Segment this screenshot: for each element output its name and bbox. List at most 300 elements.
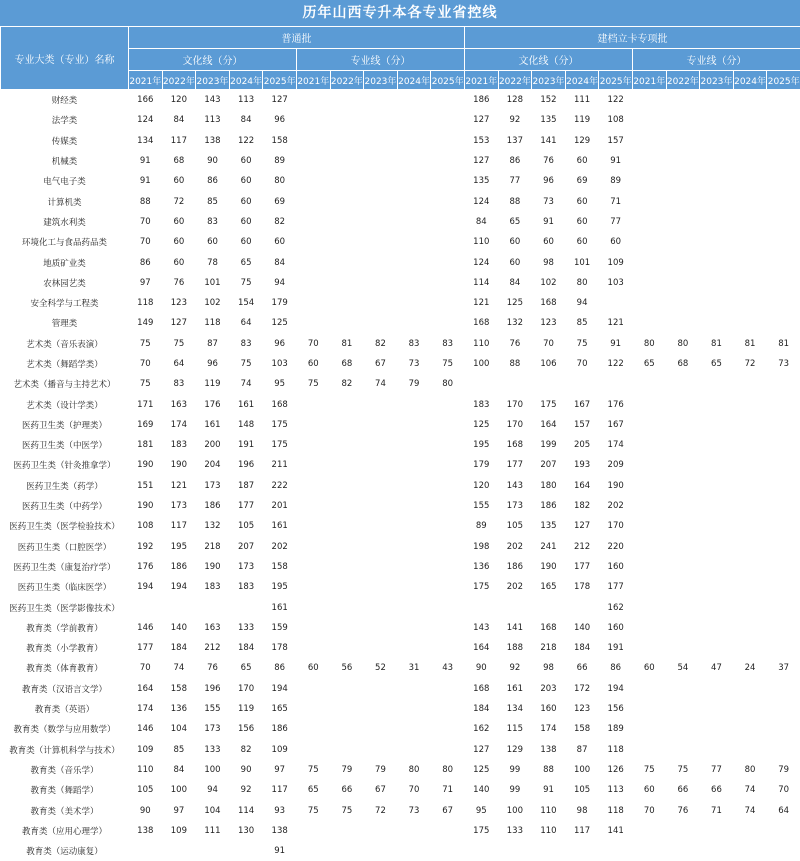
score-cell: 56 xyxy=(330,658,364,678)
score-cell: 175 xyxy=(263,435,297,455)
score-cell: 194 xyxy=(162,577,196,597)
score-cell: 140 xyxy=(465,780,499,800)
score-cell: 204 xyxy=(196,455,230,475)
score-cell xyxy=(364,151,398,171)
score-cell: 76 xyxy=(666,800,700,820)
score-cell xyxy=(666,597,700,617)
year-header: 2025年 xyxy=(767,71,800,90)
score-cell: 169 xyxy=(129,415,163,435)
score-cell xyxy=(632,699,666,719)
score-cell xyxy=(397,273,431,293)
score-cell xyxy=(296,455,330,475)
score-cell: 98 xyxy=(565,800,599,820)
score-cell: 60 xyxy=(162,252,196,272)
score-cell: 103 xyxy=(599,273,633,293)
score-cell: 60 xyxy=(162,212,196,232)
score-cell: 91 xyxy=(263,841,297,861)
table-row xyxy=(1,252,800,272)
score-cell: 141 xyxy=(498,618,532,638)
score-cell xyxy=(666,699,700,719)
score-cell xyxy=(666,131,700,151)
score-cell xyxy=(767,638,800,658)
score-cell: 183 xyxy=(465,394,499,414)
score-cell xyxy=(296,151,330,171)
score-cell xyxy=(330,821,364,841)
score-cell xyxy=(700,394,734,414)
score-cell xyxy=(330,191,364,211)
year-header: 2022年 xyxy=(498,71,532,90)
score-cell xyxy=(431,435,465,455)
year-header: 2021年 xyxy=(632,71,666,90)
score-cell: 70 xyxy=(129,658,163,678)
score-cell: 190 xyxy=(196,557,230,577)
table-body xyxy=(1,90,800,861)
major-name-cell: 医药卫生类（中药学） xyxy=(1,496,129,516)
score-cell xyxy=(364,293,398,313)
score-cell xyxy=(733,455,767,475)
score-cell xyxy=(733,171,767,191)
score-cell: 176 xyxy=(129,557,163,577)
score-cell xyxy=(330,679,364,699)
score-cell: 75 xyxy=(666,760,700,780)
score-cell xyxy=(330,557,364,577)
major-name-cell: 医药卫生类（医学检验技术） xyxy=(1,516,129,536)
score-cell xyxy=(330,212,364,232)
score-cell: 83 xyxy=(196,212,230,232)
subgroup-header: 文化线（分） xyxy=(465,49,633,71)
score-cell: 168 xyxy=(498,435,532,455)
score-cell xyxy=(767,110,800,130)
score-cell xyxy=(733,374,767,394)
score-cell: 135 xyxy=(465,171,499,191)
score-cell: 100 xyxy=(465,354,499,374)
score-cell xyxy=(767,476,800,496)
score-cell: 143 xyxy=(196,90,230,111)
score-cell: 164 xyxy=(532,415,566,435)
score-cell xyxy=(397,496,431,516)
score-cell: 43 xyxy=(431,658,465,678)
score-cell: 184 xyxy=(565,638,599,658)
score-cell xyxy=(330,638,364,658)
score-cell: 121 xyxy=(465,293,499,313)
score-cell xyxy=(330,293,364,313)
score-cell: 152 xyxy=(532,90,566,111)
score-cell: 164 xyxy=(129,679,163,699)
score-cell xyxy=(666,110,700,130)
score-cell xyxy=(666,537,700,557)
score-cell xyxy=(632,131,666,151)
score-cell: 89 xyxy=(263,151,297,171)
score-cell: 158 xyxy=(162,679,196,699)
table-row xyxy=(1,232,800,252)
score-cell: 184 xyxy=(229,638,263,658)
score-cell xyxy=(364,516,398,536)
score-cell xyxy=(632,537,666,557)
score-cell: 205 xyxy=(565,435,599,455)
score-cell xyxy=(632,171,666,191)
score-cell: 167 xyxy=(565,394,599,414)
score-cell xyxy=(296,679,330,699)
score-cell xyxy=(431,212,465,232)
year-header: 2023年 xyxy=(532,71,566,90)
score-cell: 60 xyxy=(229,212,263,232)
year-header: 2024年 xyxy=(565,71,599,90)
score-cell xyxy=(666,415,700,435)
score-cell xyxy=(700,638,734,658)
score-cell xyxy=(397,638,431,658)
score-cell: 76 xyxy=(196,658,230,678)
score-cell xyxy=(431,293,465,313)
score-cell: 60 xyxy=(632,658,666,678)
year-header: 2025年 xyxy=(263,71,297,90)
score-cell xyxy=(330,151,364,171)
score-cell xyxy=(465,597,499,617)
score-cell: 183 xyxy=(196,577,230,597)
score-cell: 156 xyxy=(599,699,633,719)
score-cell xyxy=(397,719,431,739)
major-name-cell: 计算机类 xyxy=(1,191,129,211)
score-cell: 75 xyxy=(229,273,263,293)
score-cell xyxy=(733,496,767,516)
score-cell xyxy=(330,90,364,111)
score-cell: 203 xyxy=(532,679,566,699)
score-cell xyxy=(700,293,734,313)
score-cell: 117 xyxy=(263,780,297,800)
major-name-cell: 教育类（英语） xyxy=(1,699,129,719)
group-header-regular: 普通批 xyxy=(129,27,465,49)
score-cell: 195 xyxy=(465,435,499,455)
score-cell xyxy=(632,394,666,414)
score-cell xyxy=(632,110,666,130)
table-row xyxy=(1,171,800,191)
major-name-cell: 医药卫生类（康复治疗学） xyxy=(1,557,129,577)
score-cell: 166 xyxy=(129,90,163,111)
score-cell: 109 xyxy=(263,740,297,760)
major-name-cell: 管理类 xyxy=(1,313,129,333)
score-cell: 65 xyxy=(229,658,263,678)
score-cell: 75 xyxy=(296,374,330,394)
score-cell xyxy=(700,171,734,191)
score-cell: 88 xyxy=(532,760,566,780)
score-cell xyxy=(431,151,465,171)
score-cell: 174 xyxy=(162,415,196,435)
score-cell: 60 xyxy=(632,780,666,800)
score-cell: 123 xyxy=(532,313,566,333)
score-cell: 109 xyxy=(129,740,163,760)
score-cell xyxy=(733,638,767,658)
score-cell: 120 xyxy=(162,90,196,111)
score-cell xyxy=(364,679,398,699)
score-cell: 160 xyxy=(599,618,633,638)
subgroup-header: 专业线（分） xyxy=(296,49,464,71)
score-cell xyxy=(733,679,767,699)
score-cell xyxy=(397,699,431,719)
score-cell xyxy=(431,821,465,841)
score-cell xyxy=(330,273,364,293)
score-cell: 128 xyxy=(498,90,532,111)
score-cell: 70 xyxy=(397,780,431,800)
score-cell xyxy=(397,131,431,151)
score-cell xyxy=(666,455,700,475)
score-cell: 105 xyxy=(565,780,599,800)
score-cell xyxy=(397,537,431,557)
score-cell xyxy=(330,516,364,536)
table-row xyxy=(1,780,800,800)
score-cell xyxy=(666,496,700,516)
score-cell xyxy=(364,597,398,617)
score-cell: 154 xyxy=(229,293,263,313)
score-cell xyxy=(565,374,599,394)
score-cell xyxy=(767,719,800,739)
score-cell xyxy=(733,131,767,151)
score-cell xyxy=(700,618,734,638)
score-cell xyxy=(767,537,800,557)
score-cell xyxy=(632,740,666,760)
score-cell xyxy=(632,415,666,435)
score-cell: 88 xyxy=(498,354,532,374)
score-cell: 140 xyxy=(565,618,599,638)
score-cell: 60 xyxy=(263,232,297,252)
table-row xyxy=(1,557,800,577)
year-header: 2024年 xyxy=(229,71,263,90)
score-cell: 167 xyxy=(599,415,633,435)
score-cell: 104 xyxy=(196,800,230,820)
score-cell: 177 xyxy=(599,577,633,597)
score-cell: 91 xyxy=(129,171,163,191)
score-cell xyxy=(431,618,465,638)
score-cell: 85 xyxy=(162,740,196,760)
score-cell xyxy=(364,476,398,496)
score-cell: 60 xyxy=(565,191,599,211)
score-cell: 202 xyxy=(498,537,532,557)
score-cell xyxy=(767,313,800,333)
major-name-cell: 艺术类（音乐表演） xyxy=(1,334,129,354)
score-cell xyxy=(767,293,800,313)
score-cell: 141 xyxy=(532,131,566,151)
score-cell xyxy=(666,740,700,760)
score-cell xyxy=(431,719,465,739)
year-header: 2022年 xyxy=(330,71,364,90)
score-cell: 96 xyxy=(532,171,566,191)
score-cell: 117 xyxy=(162,516,196,536)
score-cell: 102 xyxy=(196,293,230,313)
score-cell xyxy=(700,455,734,475)
score-cell xyxy=(364,212,398,232)
score-cell: 168 xyxy=(263,394,297,414)
score-cell xyxy=(767,171,800,191)
score-cell: 74 xyxy=(364,374,398,394)
score-cell: 75 xyxy=(296,800,330,820)
score-cell xyxy=(465,374,499,394)
score-cell: 122 xyxy=(599,90,633,111)
score-cell: 186 xyxy=(532,496,566,516)
score-cell xyxy=(364,313,398,333)
score-cell xyxy=(700,496,734,516)
score-cell: 70 xyxy=(129,232,163,252)
score-cell: 60 xyxy=(565,212,599,232)
score-cell xyxy=(431,597,465,617)
score-cell xyxy=(397,232,431,252)
score-cell: 75 xyxy=(330,800,364,820)
score-cell xyxy=(397,151,431,171)
score-cell xyxy=(397,577,431,597)
category-column-header: 专业大类（专业）名称 xyxy=(1,27,129,90)
score-cell: 190 xyxy=(162,455,196,475)
table-row xyxy=(1,354,800,374)
score-cell xyxy=(364,577,398,597)
score-cell xyxy=(296,131,330,151)
score-cell xyxy=(767,455,800,475)
score-cell: 113 xyxy=(229,90,263,111)
score-cell: 90 xyxy=(229,760,263,780)
score-cell xyxy=(330,394,364,414)
score-cell: 60 xyxy=(229,171,263,191)
score-cell xyxy=(767,131,800,151)
score-cell: 127 xyxy=(465,151,499,171)
score-cell xyxy=(700,110,734,130)
score-cell: 109 xyxy=(599,252,633,272)
score-cell xyxy=(767,273,800,293)
score-cell xyxy=(666,252,700,272)
score-cell: 95 xyxy=(465,800,499,820)
score-cell xyxy=(632,191,666,211)
score-cell: 184 xyxy=(465,699,499,719)
score-cell: 125 xyxy=(498,293,532,313)
table-row xyxy=(1,313,800,333)
table-row xyxy=(1,415,800,435)
score-cell: 209 xyxy=(599,455,633,475)
score-cell xyxy=(397,313,431,333)
score-cell: 220 xyxy=(599,537,633,557)
score-cell: 64 xyxy=(767,800,800,820)
score-cell xyxy=(364,90,398,111)
score-cell xyxy=(431,171,465,191)
score-cell: 170 xyxy=(229,679,263,699)
score-cell: 124 xyxy=(129,110,163,130)
score-cell: 170 xyxy=(599,516,633,536)
score-cell xyxy=(364,232,398,252)
score-cell: 178 xyxy=(263,638,297,658)
score-cell: 80 xyxy=(263,171,297,191)
score-cell xyxy=(397,455,431,475)
score-cell: 84 xyxy=(162,760,196,780)
score-cell: 135 xyxy=(532,516,566,536)
score-cell: 110 xyxy=(465,334,499,354)
score-cell: 124 xyxy=(465,252,499,272)
score-cell xyxy=(330,131,364,151)
score-cell: 171 xyxy=(129,394,163,414)
score-cell: 158 xyxy=(263,557,297,577)
score-cell: 81 xyxy=(330,334,364,354)
score-cell: 93 xyxy=(263,800,297,820)
score-cell: 79 xyxy=(767,760,800,780)
score-cell: 76 xyxy=(498,334,532,354)
score-cell: 75 xyxy=(632,760,666,780)
score-cell xyxy=(767,212,800,232)
score-cell xyxy=(632,273,666,293)
score-cell xyxy=(364,435,398,455)
score-cell: 127 xyxy=(263,90,297,111)
score-cell xyxy=(666,171,700,191)
score-cell xyxy=(364,719,398,739)
score-cell: 108 xyxy=(599,110,633,130)
score-cell xyxy=(431,232,465,252)
table-row xyxy=(1,800,800,820)
score-cell: 78 xyxy=(196,252,230,272)
score-cell: 161 xyxy=(263,516,297,536)
score-cell xyxy=(733,151,767,171)
score-cell: 123 xyxy=(162,293,196,313)
year-header: 2025年 xyxy=(599,71,633,90)
score-cell: 60 xyxy=(296,354,330,374)
table-row xyxy=(1,618,800,638)
score-cell: 138 xyxy=(532,740,566,760)
score-cell xyxy=(364,740,398,760)
score-cell: 66 xyxy=(666,780,700,800)
year-header: 2021年 xyxy=(129,71,163,90)
score-cell: 191 xyxy=(599,638,633,658)
score-cell: 65 xyxy=(498,212,532,232)
score-cell: 100 xyxy=(162,780,196,800)
score-cell xyxy=(397,394,431,414)
score-cell: 173 xyxy=(162,496,196,516)
score-cell: 186 xyxy=(498,557,532,577)
score-cell: 132 xyxy=(498,313,532,333)
score-cell: 130 xyxy=(229,821,263,841)
score-cell xyxy=(296,252,330,272)
score-cell: 158 xyxy=(263,131,297,151)
score-cell: 71 xyxy=(599,191,633,211)
score-cell xyxy=(330,719,364,739)
score-cell: 161 xyxy=(263,597,297,617)
table-row xyxy=(1,597,800,617)
score-cell xyxy=(666,577,700,597)
score-cell xyxy=(431,740,465,760)
score-cell: 110 xyxy=(465,232,499,252)
score-cell: 105 xyxy=(129,780,163,800)
score-cell: 190 xyxy=(599,476,633,496)
score-cell: 126 xyxy=(599,760,633,780)
score-cell: 198 xyxy=(465,537,499,557)
score-cell xyxy=(296,537,330,557)
score-cell: 82 xyxy=(364,334,398,354)
score-cell: 89 xyxy=(465,516,499,536)
score-cell: 218 xyxy=(532,638,566,658)
score-cell: 98 xyxy=(532,658,566,678)
table-row xyxy=(1,699,800,719)
score-cell: 113 xyxy=(599,780,633,800)
score-cell xyxy=(733,415,767,435)
score-cell: 74 xyxy=(229,374,263,394)
major-name-cell: 地质矿业类 xyxy=(1,252,129,272)
score-cell xyxy=(397,597,431,617)
score-cell xyxy=(700,374,734,394)
score-cell: 65 xyxy=(229,252,263,272)
score-cell xyxy=(330,597,364,617)
score-cell: 100 xyxy=(565,760,599,780)
score-cell: 60 xyxy=(498,252,532,272)
score-cell xyxy=(330,740,364,760)
major-name-cell: 教育类（美术学） xyxy=(1,800,129,820)
score-cell: 133 xyxy=(498,821,532,841)
score-cell xyxy=(767,90,800,111)
score-cell: 175 xyxy=(465,577,499,597)
score-cell xyxy=(296,110,330,130)
score-cell: 60 xyxy=(565,151,599,171)
major-name-cell: 艺术类（播音与主持艺术） xyxy=(1,374,129,394)
score-cell: 179 xyxy=(465,455,499,475)
score-cell: 84 xyxy=(162,110,196,130)
